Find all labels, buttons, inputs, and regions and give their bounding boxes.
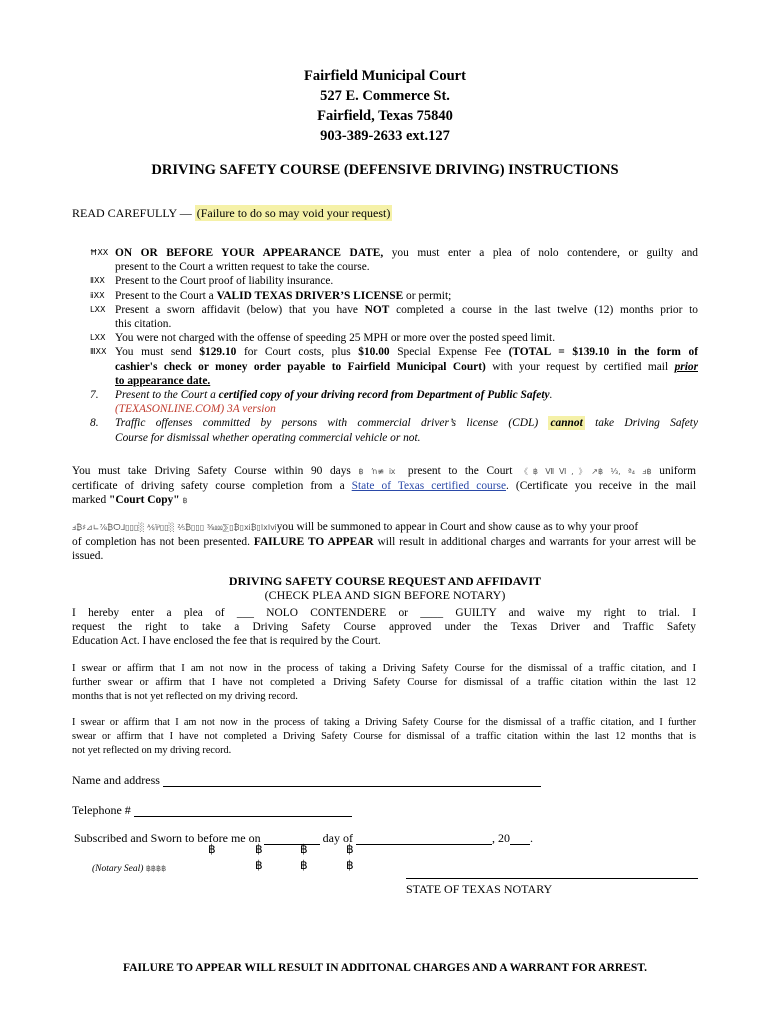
bullet-marker: ⅬⅩⅩ xyxy=(90,304,106,314)
item-number: 7. xyxy=(90,389,99,402)
list-item xyxy=(86,345,698,388)
item-6-amount: $129.10 xyxy=(199,346,237,359)
seal-mark: ฿ xyxy=(300,842,308,856)
item-2-text: Present to the Court proof of liability insurance. xyxy=(115,275,334,288)
item-number: 8. xyxy=(90,417,99,430)
day-of-label: day of xyxy=(322,830,353,845)
garbled-glyphs: ฿ xyxy=(182,496,188,506)
notary-label: STATE OF TEXAS NOTARY xyxy=(406,882,553,896)
seal-mark: ฿ xyxy=(346,858,354,872)
swear2-line2: swear or affirm that I have not completed a Driving Safety Course for dismissal of a traffic citation within the last 12 months that is xyxy=(72,731,696,743)
seal-mark: ฿ xyxy=(346,842,354,856)
name-address-label: Name and address xyxy=(72,772,160,787)
para2-line2: of completion has not been presented. xyxy=(72,536,254,549)
sworn-period: . xyxy=(529,830,533,845)
page-title: DRIVING SAFETY COURSE (DEFENSIVE DRIVING) INSTRUCTIONS xyxy=(151,162,619,178)
item-7-text: Present to the Court a xyxy=(115,389,219,402)
telephone-field[interactable] xyxy=(134,802,352,817)
item-6-total: (TOTAL = $139.10 in the form of xyxy=(508,346,698,359)
bullet-marker: ⅬⅩⅩ xyxy=(90,333,106,343)
court-street: 527 E. Commerce St. xyxy=(320,88,450,104)
seal-mark: ฿ xyxy=(300,858,308,872)
item-3-bold: VALID TEXAS DRIVER’S LICENSE xyxy=(216,289,404,302)
sworn-date-field[interactable] xyxy=(264,830,320,845)
para1-line2-tail: . (Certificate you receive in the mail xyxy=(506,480,696,493)
summons-paragraph xyxy=(72,520,696,564)
item-4-bold: NOT xyxy=(364,303,390,316)
notary-signature-line[interactable] xyxy=(406,878,698,879)
item-6-text: You must send xyxy=(115,346,200,359)
sworn-row xyxy=(74,830,698,845)
sworn-label: Subscribed and Sworn to before me on xyxy=(74,830,261,845)
swear-paragraph-2 xyxy=(72,716,696,759)
bullet-marker: ĦⅩⅩ xyxy=(90,248,109,257)
sworn-year-field[interactable] xyxy=(510,830,530,845)
item-8-line2: Course for dismissal whether operating commercial vehicle or not. xyxy=(115,431,421,444)
list-item xyxy=(86,303,698,331)
item-4-text: Present a sworn affidavit (below) that you have xyxy=(115,303,365,316)
bullet-marker: ⅱⅩⅩ xyxy=(90,290,105,300)
para1-line2: certificate of driving safety course completion from a xyxy=(72,480,352,493)
court-phone: 903-389-2633 ext.127 xyxy=(320,128,450,144)
plea-line3: Education Act. I have enclosed the fee that is required by the Court. xyxy=(72,635,381,648)
affidavit-title: DRIVING SAFETY COURSE REQUEST AND AFFIDAVIT xyxy=(228,574,542,588)
read-highlight: (Failure to do so may void your request) xyxy=(196,206,391,220)
notary-seal-marks: ฿฿฿฿ xyxy=(145,864,167,873)
list-item xyxy=(86,246,698,274)
course-deadline-paragraph xyxy=(72,464,696,509)
notary-seal-label: (Notary Seal) xyxy=(92,864,144,874)
swear1-line2: further swear or affirm that I have not completed a Driving Safety Course for dismissal of a traffic citation within the last 12 xyxy=(72,677,696,689)
footer-warning: FAILURE TO APPEAR WILL RESULT IN ADDITONAL CHARGES AND A WARRANT FOR ARREST. xyxy=(123,962,647,974)
telephone-row xyxy=(72,802,696,817)
item-1-line2: present to the Court a written request to take the course. xyxy=(115,261,370,274)
item-8-tail: take Driving Safety xyxy=(584,417,699,430)
item-6-text3: Special Expense Fee xyxy=(389,346,509,359)
item-4-tail: completed a course in the last twelve (12) months prior to xyxy=(389,303,698,316)
item-6-text2: for Court costs, plus xyxy=(236,346,359,359)
item-3-text: Present to the Court a xyxy=(115,289,217,302)
swear2-line1: I swear or affirm that I am not now in the process of taking a Driving Safety Course for the dismissal of a traffic citation, and I further xyxy=(72,717,696,728)
swear-paragraph-1 xyxy=(72,662,696,705)
item-6-mail: with your request by certified mail xyxy=(485,360,675,373)
affidavit-heading xyxy=(0,574,770,602)
telephone-label: Telephone # xyxy=(72,802,131,817)
court-city: Fairfield, Texas 75840 xyxy=(317,108,453,124)
para2-line3: issued. xyxy=(72,550,104,563)
para1-line3: marked xyxy=(72,494,110,507)
list-item xyxy=(86,274,698,288)
instruction-list xyxy=(86,246,698,445)
item-3-tail: or permit; xyxy=(403,289,452,302)
item-8-text: Traffic offenses committed by persons with commercial driver’s license (CDL) xyxy=(115,417,549,430)
seal-mark: ฿ xyxy=(255,842,263,856)
plea-paragraph xyxy=(72,606,696,649)
plea-line1: I hereby enter a plea of ___ NOLO CONTENDERE or ____ GUILTY and waive my right to trial. I xyxy=(72,607,696,619)
affidavit-subtitle: (CHECK PLEA AND SIGN BEFORE NOTARY) xyxy=(264,588,506,602)
seal-mark: ฿ xyxy=(255,858,263,872)
item-8-cannot: cannot xyxy=(550,417,583,430)
garbled-glyphs: 《฿ ⅦⅥ,》↗฿ ⅓, ª₄ ⅎ฿ xyxy=(520,467,652,476)
item-5-text: You were not charged with the offense of speeding 25 MPH or more over the posted speed limit. xyxy=(115,332,556,345)
failure-to-appear: FAILURE TO APPEAR xyxy=(253,536,374,549)
item-6-prior: prior xyxy=(674,360,698,373)
court-name: Fairfield Municipal Court xyxy=(304,68,466,84)
swear1-line1: I swear or affirm that I am not now in the process of taking a Driving Safety Course for the dismissal of a traffic citation, and I xyxy=(72,663,696,674)
notary-seal xyxy=(92,864,166,874)
court-header xyxy=(0,66,770,146)
item-7-bold: certified copy of your driving record from Department of Public Safety xyxy=(218,389,550,402)
sworn-month-field[interactable] xyxy=(356,830,492,845)
item-6-line3: to appearance date. xyxy=(115,374,211,387)
name-address-row xyxy=(72,772,696,787)
list-item xyxy=(86,416,698,444)
plea-line2: request the right to take a Driving Safety Course approved under the Texas Driver and Traffic Safety xyxy=(72,621,696,634)
item-7-line2: (TEXASONLINE.COM) 3A version xyxy=(115,403,276,416)
list-item xyxy=(86,388,698,416)
garbled-glyphs: ฿ ŉ≢ⅸ xyxy=(358,467,401,476)
item-4-line2: this citation. xyxy=(115,318,172,331)
court-copy-label: "Court Copy" xyxy=(109,494,180,507)
garbled-glyphs: ⅎ₿♯⊿∟⅞₿Ѻ⅃▯▯▯░ ⅍⅌▯▯░ ⅖₿▯▯▯ ⅜⅏⅀▯₿▯ⅺ₿▯ⅼⅹⅼⅵ xyxy=(72,523,277,532)
year-prefix: , 20 xyxy=(491,830,510,845)
item-6-payable: cashier's check or money order payable to Fairfield Municipal Court) xyxy=(115,360,486,373)
para1-text2: present to the Court xyxy=(407,465,513,477)
para1-text3: uniform xyxy=(659,465,696,477)
bullet-marker: ⅢⅩⅩ xyxy=(90,347,107,357)
list-item xyxy=(86,289,698,303)
item-6-fee: $10.00 xyxy=(358,346,390,359)
certified-course-link[interactable]: State of Texas certified course xyxy=(351,480,506,493)
item-7-dot: . xyxy=(549,389,553,402)
read-carefully-notice xyxy=(72,206,392,221)
item-1-text: you must enter a plea of nolo contendere, or guilty and xyxy=(383,247,698,259)
list-item xyxy=(86,331,698,345)
para1-text: You must take Driving Safety Course within 90 days xyxy=(72,465,351,477)
read-prefix: READ CAREFULLY — xyxy=(72,206,195,220)
name-address-field[interactable] xyxy=(163,772,541,787)
para2-line2-tail: will result in additional charges and warrants for your arrest will be xyxy=(373,536,696,549)
item-1-bold: ON OR BEFORE YOUR APPEARANCE DATE, xyxy=(115,247,384,259)
seal-mark: ฿ xyxy=(208,842,216,856)
para2-text: you will be summoned to appear in Court and show cause as to why your proof xyxy=(276,521,639,533)
bullet-marker: ⅡⅩⅩ xyxy=(90,276,105,286)
swear2-line3: not yet reflected on my driving record. xyxy=(72,745,232,757)
swear1-line3: months that is not yet reflected on my driving record. xyxy=(72,691,298,703)
